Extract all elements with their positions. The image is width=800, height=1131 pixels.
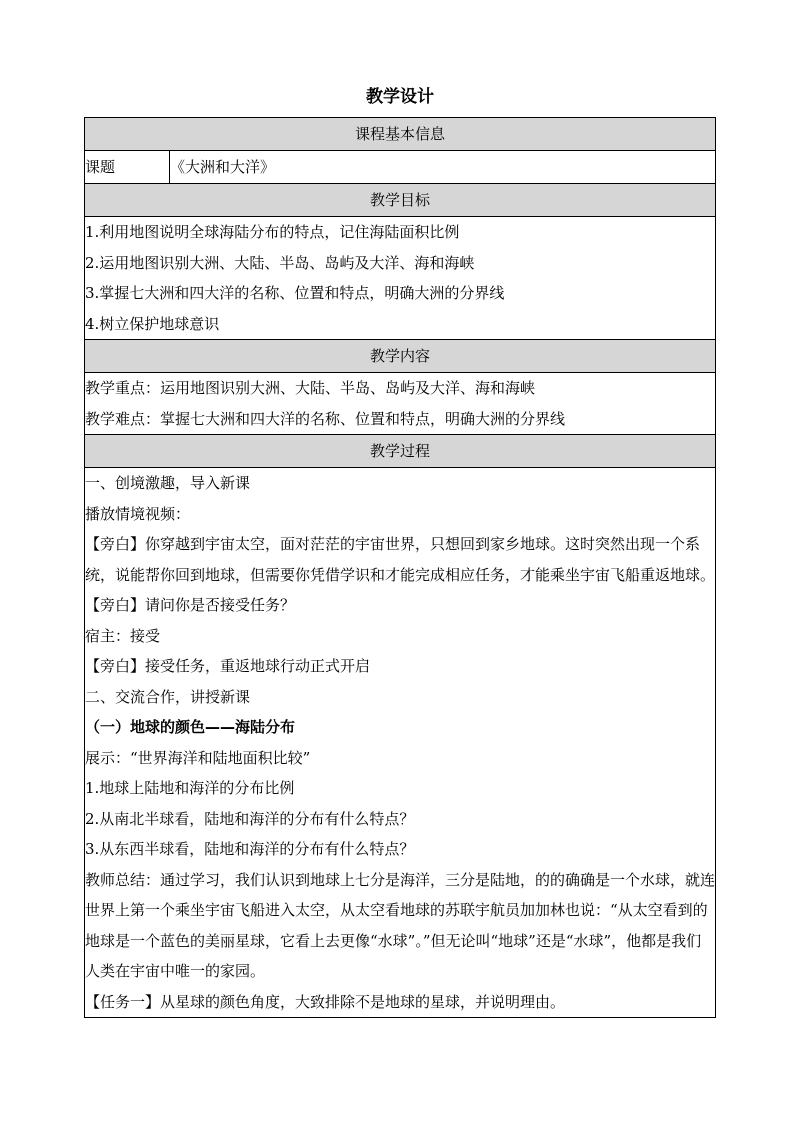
objective-item: 3.掌握七大洲和四大洋的名称、位置和特点，明确大洲的分界线 bbox=[85, 284, 505, 302]
process-body bbox=[85, 468, 716, 1018]
narration-paragraph: 【旁白】请问你是否接受任务？ bbox=[85, 596, 296, 614]
narration-paragraph: 【旁白】你穿越到宇宙太空，面对茫茫的宇宙世界，只想回到家乡地球。这时突然出现一个系统，说能帮你回到地球，但需要你凭借学识和才能完成相应任务，才能乘坐宇宙飞船重返地球。 bbox=[85, 535, 716, 584]
content-header: 教学内容 bbox=[85, 340, 716, 373]
topic-value: 《大洲和大洋》 bbox=[170, 151, 716, 184]
key-point: 教学重点：运用地图识别大洲、大陆、半岛、岛屿及大洋、海和海峡 bbox=[85, 379, 536, 397]
difficult-point: 教学难点：掌握七大洲和四大洋的名称、位置和特点，明确大洲的分界线 bbox=[85, 409, 566, 428]
process-section-heading: 二、交流合作，讲授新课 bbox=[85, 687, 251, 706]
objectives-header: 教学目标 bbox=[85, 184, 716, 217]
process-line: 展示：“世界海洋和陆地面积比较” bbox=[85, 748, 311, 767]
task-item: 【任务一】从星球的颜色角度，大致排除不是地球的星球，并说明理由。 bbox=[85, 992, 566, 1011]
question-item: 1.地球上陆地和海洋的分布比例 bbox=[85, 779, 295, 797]
basic-info-header-row bbox=[85, 118, 716, 151]
process-header-row bbox=[85, 435, 716, 468]
process-header: 教学过程 bbox=[85, 435, 716, 468]
process-section-heading: 一、创境激趣，导入新课 bbox=[85, 474, 251, 492]
topic-row bbox=[85, 151, 716, 184]
lesson-design-table bbox=[84, 117, 716, 1018]
question-item: 2.从南北半球看，陆地和海洋的分布有什么特点？ bbox=[85, 809, 415, 828]
process-subheading: （一）地球的颜色——海陆分布 bbox=[85, 718, 296, 736]
question-item: 3.从东西半球看，陆地和海洋的分布有什么特点？ bbox=[85, 840, 415, 858]
objectives-body bbox=[85, 217, 716, 340]
objective-item: 1.利用地图说明全球海陆分布的特点，记住海陆面积比例 bbox=[85, 223, 460, 241]
objectives-header-row bbox=[85, 184, 716, 217]
process-line: 宿主：接受 bbox=[85, 626, 161, 645]
topic-label: 课题 bbox=[85, 151, 170, 184]
basic-info-header: 课程基本信息 bbox=[85, 118, 716, 151]
content-header-row bbox=[85, 340, 716, 373]
objective-item: 2.运用地图识别大洲、大陆、半岛、岛屿及大洋、海和海峡 bbox=[85, 253, 475, 272]
objectives-body-row bbox=[85, 217, 716, 340]
content-body-row bbox=[85, 373, 716, 435]
objective-item: 4.树立保护地球意识 bbox=[85, 314, 220, 333]
teacher-summary: 教师总结：通过学习，我们认识到地球上七分是海洋，三分是陆地，的的确确是一个水球，就连世界上第一个乘坐宇宙飞船进入太空，从太空看地球的苏联宇航员加加林也说：“从太空看到的地球是一个蓝色的美丽星球，它看上去更像“水球”。”但无论叫“地球”还是“水球”，他都是我们人类在宇宙中唯一的家园。 bbox=[85, 870, 716, 980]
narration-paragraph: 【旁白】接受任务，重返地球行动正式开启 bbox=[85, 657, 371, 675]
page-title: 教学设计 bbox=[366, 87, 434, 107]
process-body-row bbox=[85, 468, 716, 1018]
process-line: 播放情境视频： bbox=[85, 504, 191, 523]
content-body bbox=[85, 373, 716, 435]
